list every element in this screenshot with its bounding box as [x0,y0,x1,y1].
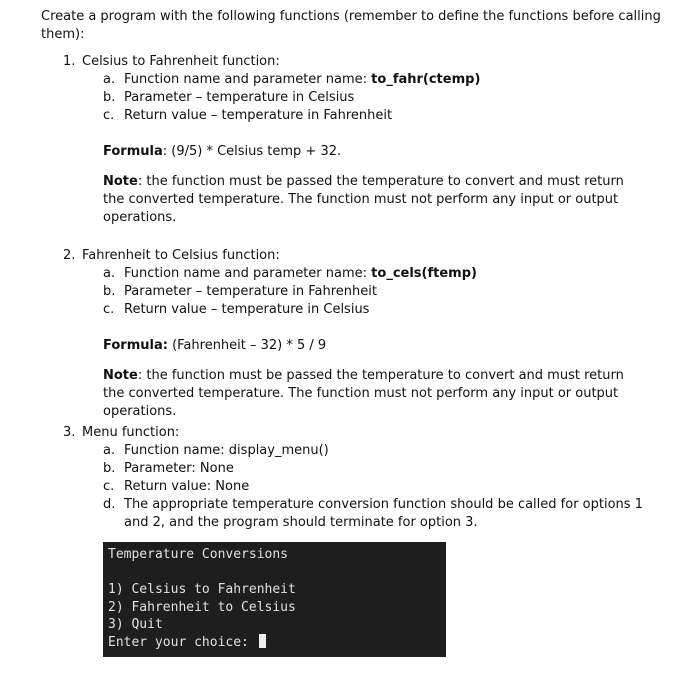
item-menu-function [63,424,653,532]
terminal-line: 2) Fahrenheit to Celsius [108,599,296,615]
sub-item: b. Parameter – temperature in Fahrenheit [103,284,377,299]
item-number: 2. [63,248,76,263]
item-title: Menu function: [82,425,180,440]
sub-item: d. The appropriate temperature conversion function should be called for options 1 and 2, and the program should terminate for option 3. [103,497,643,530]
sub-item: b. Parameter – temperature in Celsius [103,90,355,105]
item-number: 3. [63,425,76,440]
item-celsius-to-fahrenheit [63,53,648,227]
function-signature: to_fahr(ctemp) [371,72,481,87]
note: Note: the function must be passed the temperature to convert and must return the converted temperature. The function must not perform any input or output operations. [103,368,624,419]
terminal-line: 1) Celsius to Fahrenheit [108,582,296,597]
sub-list [103,71,648,125]
item-fahrenheit-to-celsius [63,247,648,421]
sub-list [103,442,653,532]
terminal-prompt: Enter your choice: [108,634,257,650]
item-title: Celsius to Fahrenheit function: [82,54,280,69]
terminal-line: 3) Quit [108,617,163,632]
terminal-prompt-line [108,634,446,652]
sub-item: c. Return value – temperature in Celsius [103,302,370,317]
terminal-output [103,542,446,657]
sub-item: c. Return value – temperature in Fahrenheit [103,108,393,123]
cursor-icon [259,634,266,648]
formula: Formula: (9/5) * Celsius temp + 32. [103,144,342,159]
sub-item: a. Function name and parameter name: to_fahr(ctemp) [103,72,481,87]
sub-item: b. Parameter: None [103,461,234,476]
note: Note: the function must be passed the temperature to convert and must return the converted temperature. The function must not perform any input or output operations. [103,174,624,225]
terminal-line [108,564,446,582]
item-number: 1. [63,54,76,69]
formula: Formula: (Fahrenheit – 32) * 5 / 9 [103,338,327,353]
item-title: Fahrenheit to Celsius function: [82,248,280,263]
terminal-line: Temperature Conversions [108,547,289,562]
sub-item: a. Function name and parameter name: to_cels(ftemp) [103,266,477,281]
intro-paragraph: Create a program with the following functions (remember to define the functions before calling them): [41,9,661,42]
sub-item: c. Return value: None [103,479,250,494]
sub-list [103,265,648,319]
sub-item: a. Function name: display_menu() [103,443,329,458]
function-signature: to_cels(ftemp) [371,266,477,281]
